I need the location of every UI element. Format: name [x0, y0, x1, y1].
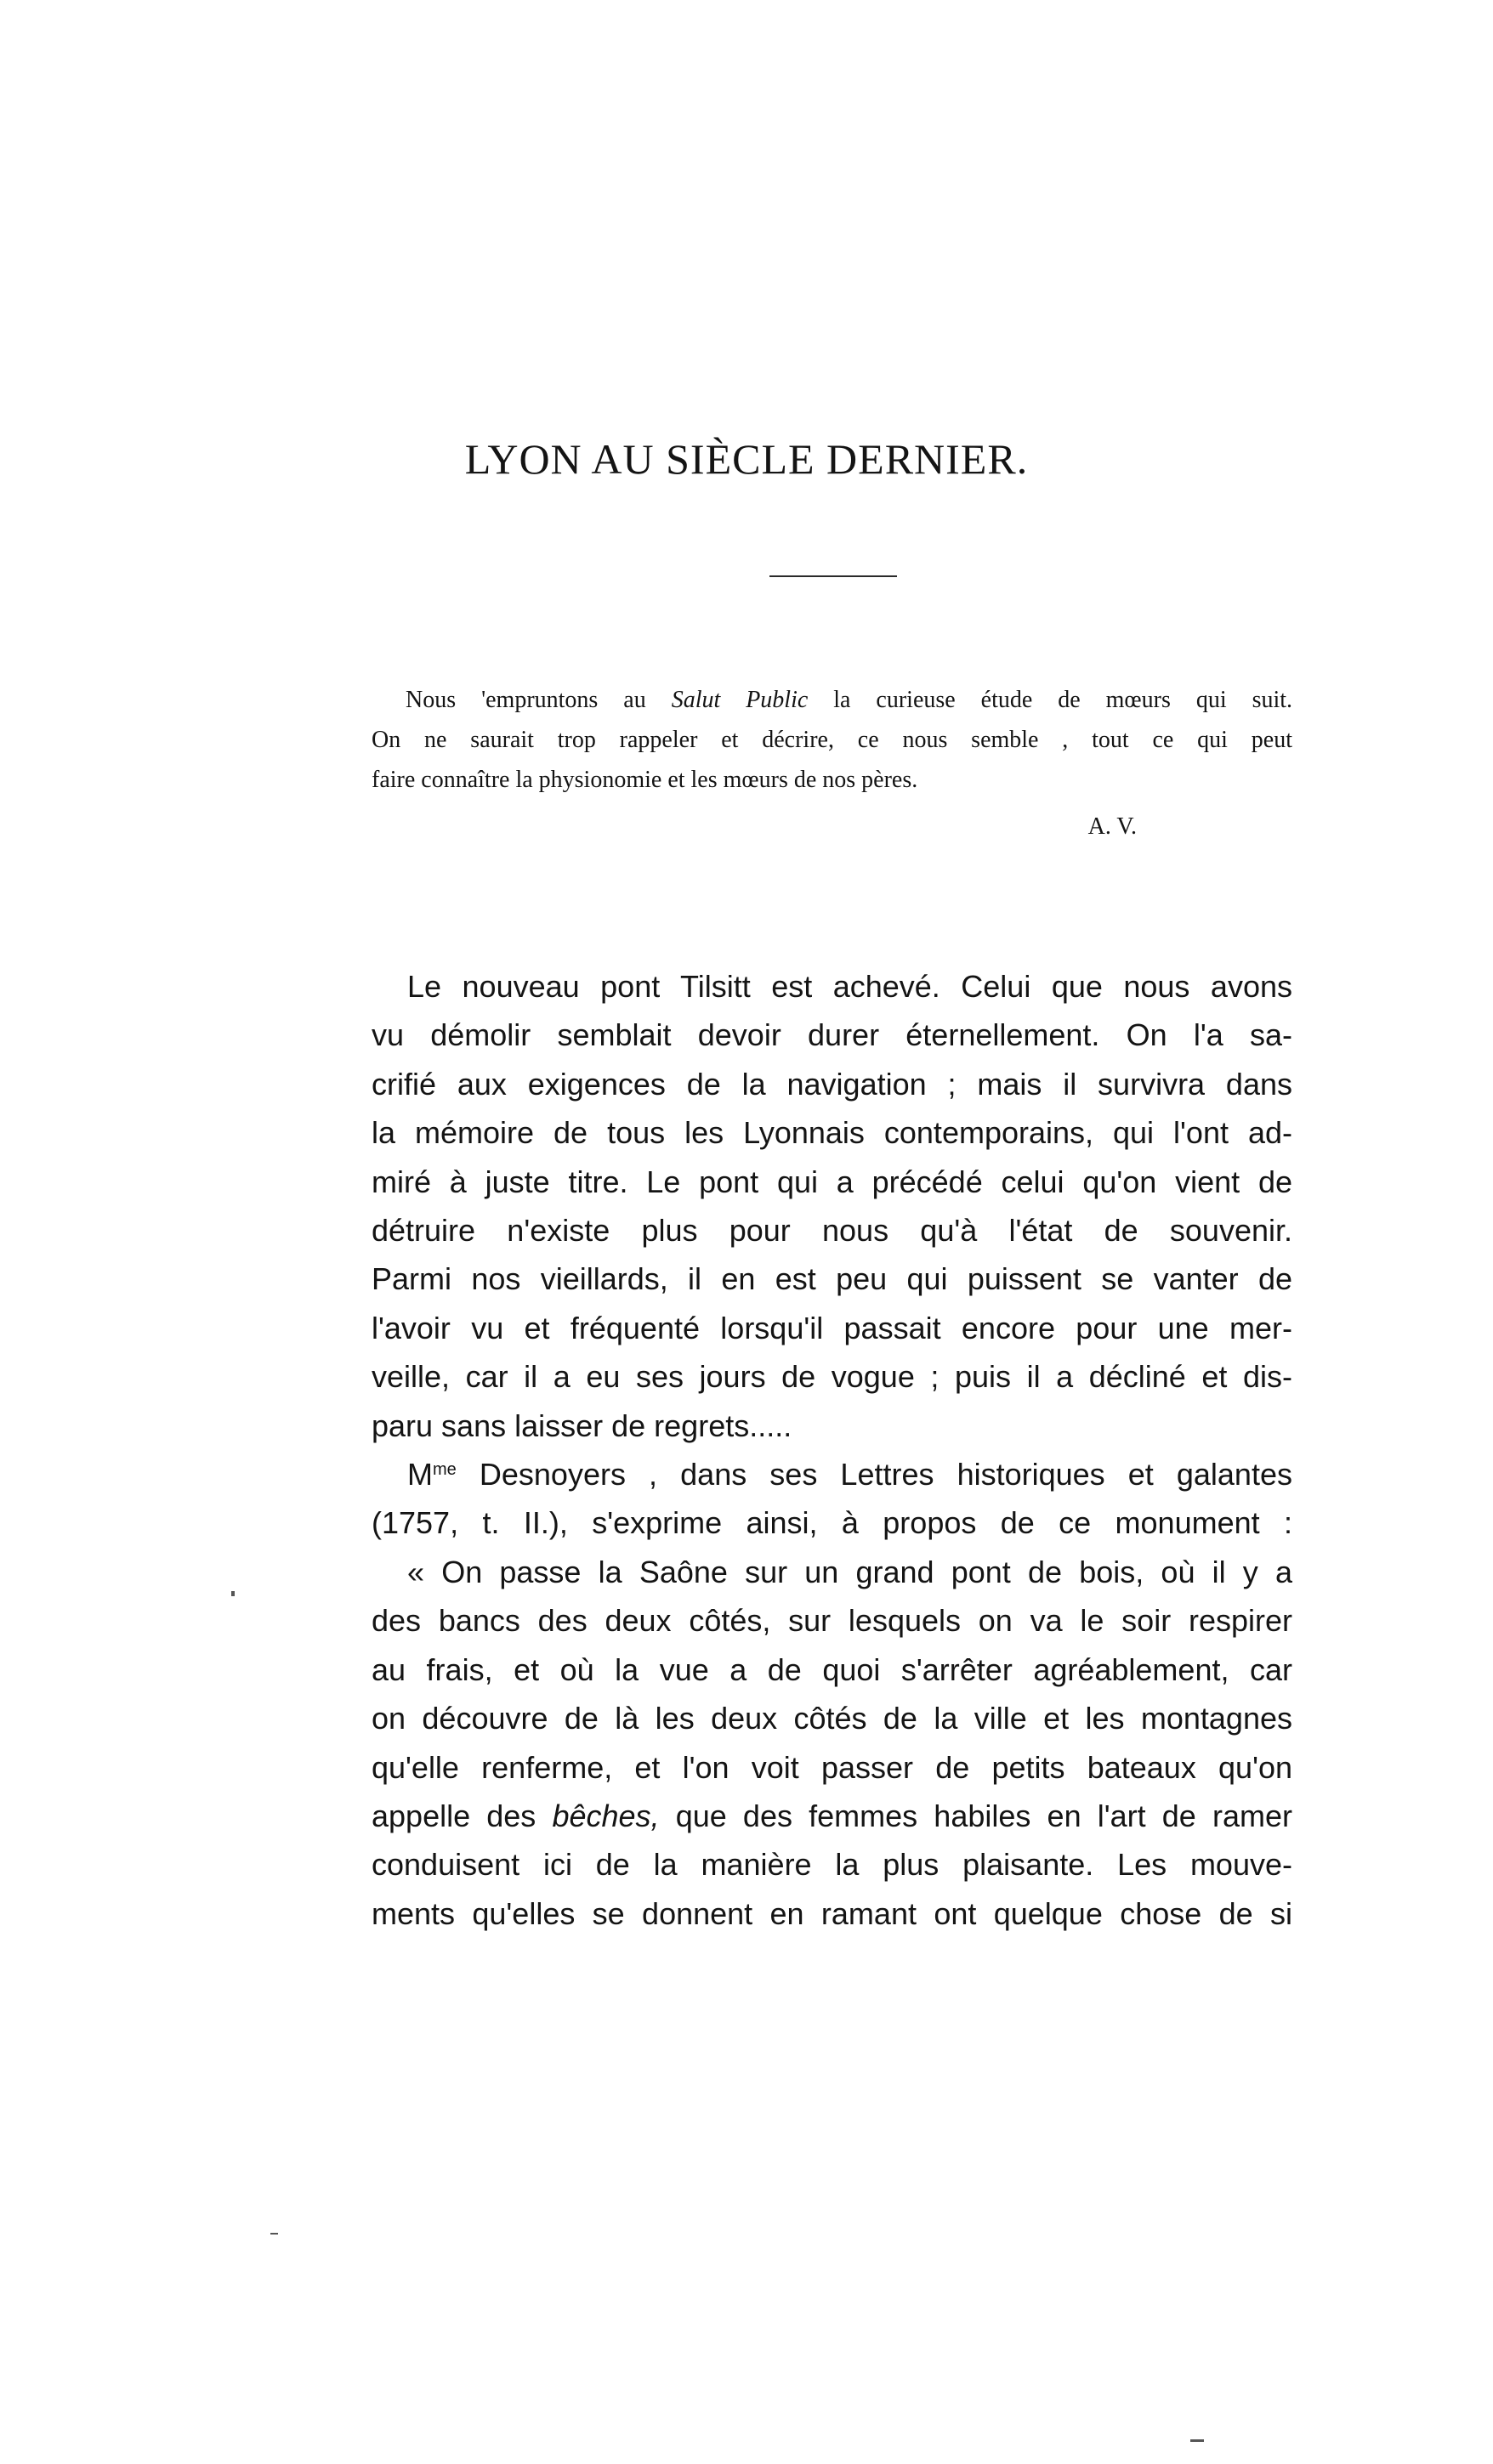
- editor-note-line: Nous 'empruntons au Salut Public la curieuse étude de mœurs qui suit.: [406, 687, 1293, 713]
- body-line: (1757, t. II.), s'exprime ainsi, à propos de ce monument :: [372, 1505, 1292, 1541]
- quote-line: qu'elle renferme, et l'on voit passer de petits bateaux qu'on: [372, 1749, 1292, 1785]
- quote-line: « On passe la Saône sur un grand pont de bois, où il y a: [407, 1554, 1292, 1589]
- body-line: miré à juste titre. Le pont qui a précédé celui qu'on vient de: [372, 1164, 1292, 1199]
- body-line: l'avoir vu et fréquenté lorsqu'il passait encore pour une mer-: [372, 1310, 1292, 1345]
- editor-note-line: faire connaître la physionomie et les mœurs de nos pères.: [372, 767, 918, 793]
- page-title: LYON AU SIÈCLE DERNIER.: [464, 435, 1029, 483]
- quote-line: ments qu'elles se donnent en ramant ont quelque chose de si: [372, 1895, 1292, 1931]
- quote-line: on découvre de là les deux côtés de la ville et les montagnes: [372, 1701, 1292, 1736]
- quote-line: appelle des bêches, que des femmes habiles en l'art de ramer: [372, 1798, 1292, 1833]
- quote-line: au frais, et où la vue a de quoi s'arrêter agréablement, car: [372, 1651, 1292, 1687]
- article-body: [372, 962, 1292, 1938]
- quote-line: des bancs des deux côtés, sur lesquels on va le soir respirer: [372, 1603, 1292, 1639]
- editor-signature: A. V.: [1087, 813, 1137, 840]
- italic-term: bêches,: [552, 1798, 660, 1833]
- body-line: crifié aux exigences de la navigation ; mais il survivra dans: [372, 1066, 1292, 1102]
- title-rule: [769, 575, 897, 577]
- body-line: Parmi nos vieillards, il en est peu qui puissent se vanter de: [372, 1261, 1292, 1297]
- quote-line: conduisent ici de la manière la plus plaisante. Les mouve-: [372, 1847, 1292, 1883]
- body-line: détruire n'existe plus pour nous qu'à l'état de souvenir.: [372, 1213, 1292, 1249]
- superscript: me: [433, 1460, 457, 1480]
- body-line: la mémoire de tous les Lyonnais contemporains, qui l'ont ad-: [372, 1115, 1292, 1151]
- scan-speck: [231, 1591, 235, 1596]
- body-line: Le nouveau pont Tilsitt est achevé. Celui que nous avons: [407, 969, 1292, 1004]
- body-line: paru sans laisser de regrets.....: [372, 1408, 792, 1443]
- editor-note-line: On ne saurait trop rappeler et décrire, ce nous semble , tout ce qui peut: [372, 727, 1292, 753]
- scan-speck: [270, 2233, 278, 2235]
- editor-note: [372, 680, 1292, 847]
- body-line: $M^{me}$ Desnoyers , dans ses Lettres historiques et galantes: [407, 1457, 1292, 1493]
- body-line: veille, car il a eu ses jours de vogue ; puis il a décliné et dis-: [372, 1359, 1292, 1395]
- publication-name: Salut Public: [671, 687, 809, 713]
- body-line: vu démolir semblait devoir durer éternellement. On l'a sa-: [372, 1017, 1292, 1053]
- scan-speck: [1190, 2439, 1204, 2442]
